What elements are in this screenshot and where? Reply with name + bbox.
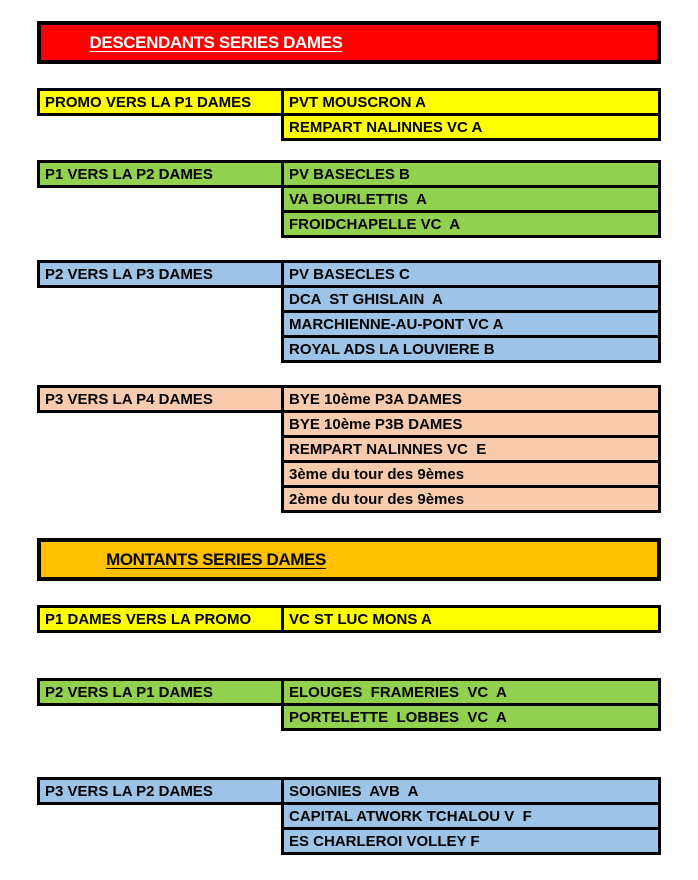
banner-montants-title: MONTANTS SERIES DAMES (106, 549, 326, 569)
team-list (281, 260, 661, 363)
team-cell: VC ST LUC MONS A (281, 605, 661, 633)
team-cell: MARCHIENNE-AU-PONT VC A (281, 310, 661, 338)
team-cell: REMPART NALINNES VC A (281, 113, 661, 141)
group-p3-vers-p4 (37, 385, 661, 513)
team-cell: BYE 10ème P3B DAMES (281, 410, 661, 438)
team-cell: FROIDCHAPELLE VC A (281, 210, 661, 238)
team-cell: 3ème du tour des 9èmes (281, 460, 661, 488)
team-list (281, 160, 661, 238)
group-label-cell: P1 DAMES VERS LA PROMO (37, 605, 284, 633)
group-p1-vers-p2 (37, 160, 661, 238)
group-p2-vers-p1 (37, 678, 661, 731)
group-label-cell: P2 VERS LA P3 DAMES (37, 260, 284, 288)
team-cell: VA BOURLETTIS A (281, 185, 661, 213)
group-label-cell: PROMO VERS LA P1 DAMES (37, 88, 284, 116)
team-list (281, 678, 661, 731)
team-cell: ROYAL ADS LA LOUVIERE B (281, 335, 661, 363)
team-cell: PVT MOUSCRON A (281, 88, 661, 116)
team-cell: PORTELETTE LOBBES VC A (281, 703, 661, 731)
group-p2-vers-p3 (37, 260, 661, 363)
team-cell: ES CHARLEROI VOLLEY F (281, 827, 661, 855)
group-label-cell: P3 VERS LA P4 DAMES (37, 385, 284, 413)
group-label-cell: P1 VERS LA P2 DAMES (37, 160, 284, 188)
team-cell: DCA ST GHISLAIN A (281, 285, 661, 313)
team-list (281, 777, 661, 855)
team-list (281, 605, 661, 633)
group-p1-vers-promo (37, 605, 661, 633)
group-label-cell: P2 VERS LA P1 DAMES (37, 678, 284, 706)
team-cell: BYE 10ème P3A DAMES (281, 385, 661, 413)
banner-descendants-title: DESCENDANTS SERIES DAMES (89, 32, 343, 52)
group-promo-vers-p1 (37, 88, 661, 141)
team-cell: ELOUGES FRAMERIES VC A (281, 678, 661, 706)
team-list (281, 385, 661, 513)
group-p3-vers-p2 (37, 777, 661, 855)
team-cell: PV BASECLES C (281, 260, 661, 288)
team-cell: 2ème du tour des 9èmes (281, 485, 661, 513)
team-list (281, 88, 661, 141)
team-cell: CAPITAL ATWORK TCHALOU V F (281, 802, 661, 830)
team-cell: SOIGNIES AVB A (281, 777, 661, 805)
group-label-cell: P3 VERS LA P2 DAMES (37, 777, 284, 805)
banner-descendants (37, 21, 661, 64)
team-cell: REMPART NALINNES VC E (281, 435, 661, 463)
banner-montants (37, 538, 661, 581)
team-cell: PV BASECLES B (281, 160, 661, 188)
